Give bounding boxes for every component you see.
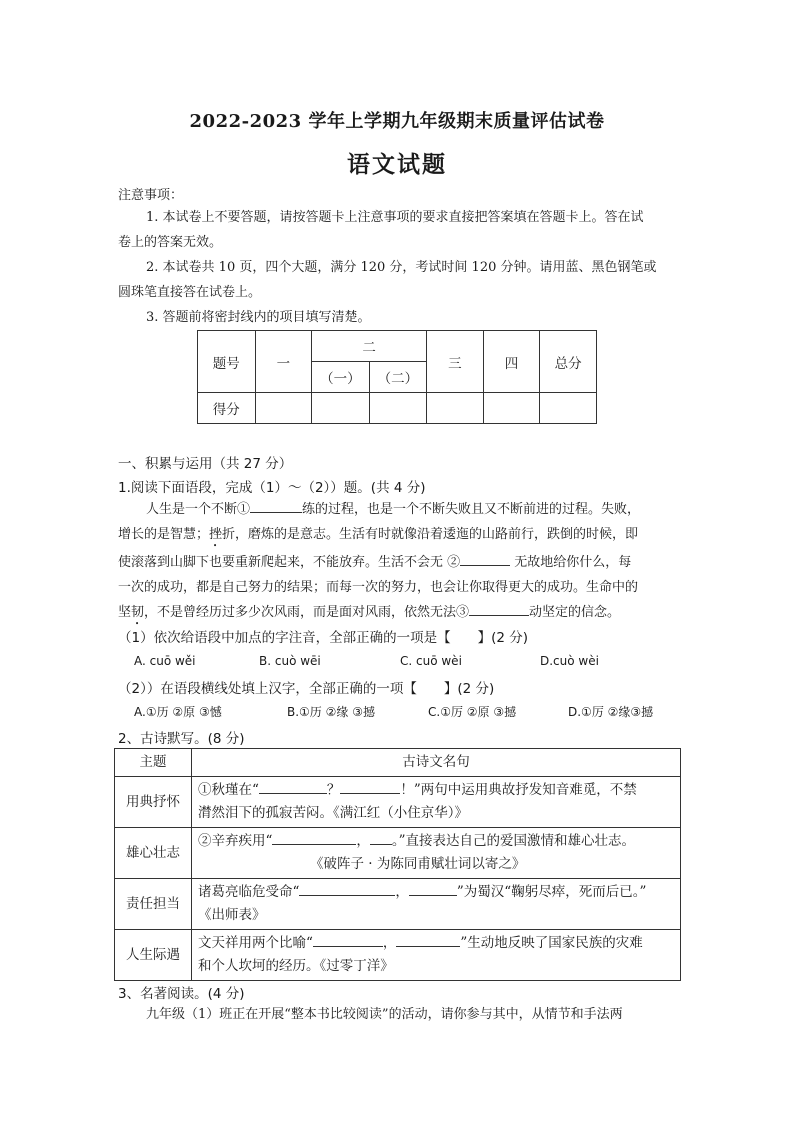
score-table-col-1: 一 [255, 331, 312, 393]
poem-blank [259, 793, 327, 794]
score-cell-2-2 [369, 393, 426, 424]
score-cell-2-1 [312, 393, 369, 424]
notes-heading: 注意事项： [118, 188, 184, 203]
poem-text: 潸然泪下的孤寂苦闷。《满江红（小住京华）》 [198, 805, 468, 821]
score-cell-4 [483, 393, 540, 424]
q1-1-option-d: D.cuò wèi [540, 654, 599, 668]
score-table-col-2-sub-2: （二） [369, 362, 426, 393]
dotted-char-1: 挫 [209, 527, 223, 542]
poem-text: ①秋瑾在“ [198, 782, 259, 798]
passage-text: 折，磨炼的是意志。生活有时就像沿着逶迤的山路前行，跌倒的时候，即 [222, 527, 639, 542]
q1-2-option-a: A.①历 ②原 ③憾 [134, 705, 222, 719]
dotted-char-2: 韧 [131, 605, 145, 620]
exam-title: 2022-2023 学年上学期九年级期末质量评估试卷 [189, 111, 605, 132]
notes-block [118, 205, 678, 330]
score-table-col-total: 总分 [540, 331, 597, 393]
q1-2-option-c: C.①厉 ②原 ③撼 [428, 705, 517, 719]
poem-text: ？ [326, 782, 341, 798]
passage-line-4: 一次的成功，都是自己努力的结果；而每一次的努力，也会让你取得更大的成功。生命中的 [118, 580, 639, 595]
note-item-2-line-2: 圆珠笔直接答在试卷上。 [118, 285, 262, 300]
passage-text: 增长的是智慧； [118, 527, 210, 542]
score-table [197, 330, 597, 424]
score-table-col-3: 三 [427, 331, 484, 393]
question-1-1: （1）依次给语段中加点的字注音，全部正确的一项是【 】(2 分) [118, 630, 529, 646]
poem-blank [313, 946, 383, 947]
note-item-1-line-1: 1. 本试卷上不要答题，请按答题卡上注意事项的要求直接把答案填在答题卡上。答在试 [146, 210, 644, 225]
poem-text: 和个人坎坷的经历。《过零丁洋》 [198, 958, 394, 974]
passage-line-3 [118, 550, 678, 575]
poem-text: ②辛弃疾用“ [198, 833, 273, 849]
poem-blank [370, 844, 392, 845]
score-cell-1 [255, 393, 312, 424]
poem-text: ”生动地反映了国家民族的灾难 [460, 935, 643, 951]
passage-text: 无故地给你什么，每 [510, 555, 632, 570]
score-table-col-2-sub-1: （一） [312, 362, 369, 393]
poem-text: 诸葛亮临危受命“ [198, 884, 300, 900]
passage-text: ，不是曾经历过多少次风雨，而是面对风雨，依然无法③ [144, 605, 470, 620]
poem-table-head-content: 古诗文名句 [192, 749, 681, 777]
poem-blank [272, 844, 356, 845]
poem-row-content [192, 777, 681, 828]
q1-2-option-b: B.①历 ②缘 ③撼 [287, 705, 375, 719]
poem-text: ， [356, 833, 370, 849]
poem-row-theme: 用典抒怀 [115, 777, 192, 828]
poem-table-head-theme: 主题 [115, 749, 192, 777]
poem-text: 。”直接表达自己的爱国激情和雄心壮志。 [391, 833, 636, 849]
blank-3 [469, 615, 529, 616]
q1-1-option-c: C. cuō wèi [400, 654, 462, 668]
passage-line-1 [118, 497, 678, 522]
score-table-col-4: 四 [483, 331, 540, 393]
score-table-col-2: 二 [312, 331, 427, 362]
score-table-label-number: 题号 [198, 331, 256, 393]
q1-2-option-d: D.①厉 ②缘③撼 [568, 705, 654, 719]
score-table-label-score: 得分 [198, 393, 256, 424]
poem-blank [409, 895, 457, 896]
subject-title: 语文试题 [347, 151, 447, 178]
poem-row-theme: 人生际遇 [115, 930, 192, 981]
poem-row-content [192, 930, 681, 981]
poem-blank [299, 895, 395, 896]
poem-text: 《破阵子 · 为陈同甫赋壮词以寄之》 [310, 856, 526, 872]
poem-row-content [192, 879, 681, 930]
poem-text: ！”两句中运用典故抒发知音难觅，不禁 [400, 782, 637, 798]
question-1-heading: 1.阅读下面语段，完成（1）～（2））题。(共 4 分) [118, 480, 426, 496]
blank-1 [250, 512, 302, 513]
note-item-1-line-2: 卷上的答案无效。 [118, 235, 223, 250]
section-1-heading: 一、积累与运用（共 27 分） [118, 456, 293, 472]
passage-line-5 [118, 600, 678, 628]
note-item-2-line-1: 2. 本试卷共 10 页，四个大题，满分 120 分，考试时间 120 分钟。请用蓝、黑色钢笔或 [146, 260, 657, 275]
passage-text: 动坚定的信念。 [529, 605, 621, 620]
poem-text: 《出师表》 [198, 907, 266, 923]
passage-text: 练的过程，也是一个不断失败且又不断前进的过程。失败， [302, 502, 641, 517]
score-cell-total [540, 393, 597, 424]
question-1-2: （2））在语段横线处填上汉字，全部正确的一项【 】(2 分) [118, 681, 495, 697]
poem-blank [340, 793, 400, 794]
poem-row-content [192, 828, 681, 879]
poem-row-theme: 雄心壮志 [115, 828, 192, 879]
poem-text: ， [395, 884, 409, 900]
poem-text: ”为蜀汉“鞠躬尽瘁，死而后已。” [456, 884, 647, 900]
passage [118, 497, 678, 628]
q1-1-option-b: B. cuò wēi [259, 654, 321, 668]
poem-row-theme: 责任担当 [115, 879, 192, 930]
q1-1-option-a: A. cuō wěi [134, 654, 196, 668]
question-3-text: 九年级（1）班正在开展“整本书比较阅读”的活动，请你参与其中，从情节和手法两 [146, 1007, 623, 1022]
passage-text: 使滚落到山脚下也要重新爬起来，不能放弃。生活不会无 ② [118, 555, 461, 570]
poem-table [114, 748, 681, 981]
question-3-heading: 3、名著阅读。(4 分) [118, 986, 245, 1002]
blank-2 [460, 565, 510, 566]
passage-text: 坚 [118, 605, 132, 620]
poem-text: ， [382, 935, 397, 951]
passage-line-2 [118, 522, 678, 550]
passage-text: 人生是一个不断① [146, 502, 251, 517]
note-item-3: 3. 答题前将密封线内的项目填写清楚。 [146, 310, 371, 325]
poem-blank [396, 946, 460, 947]
poem-text: 文天祥用两个比喻“ [198, 935, 313, 951]
score-cell-3 [427, 393, 484, 424]
question-2-heading: 2、古诗默写。(8 分) [118, 731, 245, 747]
